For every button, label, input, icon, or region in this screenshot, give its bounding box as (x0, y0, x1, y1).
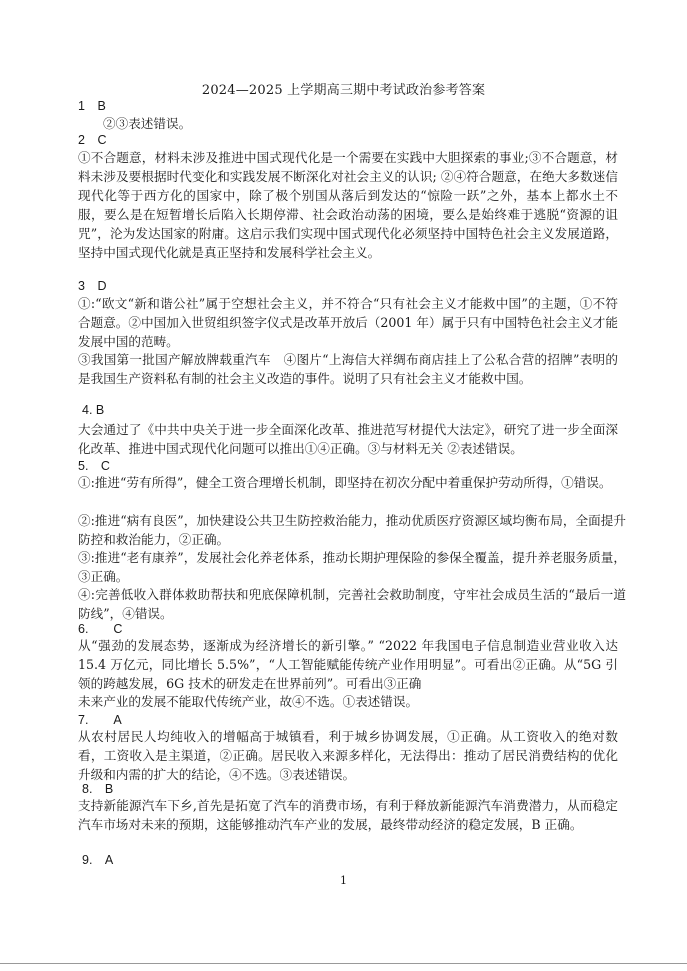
question-1-explanation: ②③表述错误。 (103, 116, 192, 131)
page-title: 2024—2025 上学期高三期中考试政治参考答案 (201, 83, 486, 98)
question-4-explanation: 大会通过了《中共中央关于进一步全面深化改革、推进范写材提代大法定》，研究了进一步全面深化改革、推进中国式现代化问题可以推出①④正确。③与材料无关 ②表述错误。 (78, 422, 618, 456)
question-5-explanation: ①:推进“劳有所得”，健全工资合理增长机制，即坚持在初次分配中着重保护劳动所得，①错误。 (78, 475, 612, 490)
page-number: 1 (340, 874, 347, 887)
question-8-label: 8. B (82, 782, 114, 796)
question-7-explanation: 从农村居民人均纯收入的增幅高于城镇看，利于城乡协调发展，①正确。从工资收入的绝对数看，工资收入是主渠道，②正确。居民收入来源多样化，无法得出：推动了居民消费结构的优化升级和内需的扩大的结论，④不选。③表述错误。 (78, 729, 618, 782)
question-9-label: 9. A (82, 853, 114, 867)
question-4-label: 4. B (82, 403, 105, 417)
question-6-explanation: 从“强劲的发展态势，逐渐成为经济增长的新引擎。” “2022 年我国电子信息制造业营业收入达 15.4 万亿元，同比增长 5.5%”，“人工智能赋能传统产业作用明显”。可看出②正确。从“5G 引领的跨越发展，6G 技术的研发走在世界前列”。可看出③正确 (78, 638, 618, 691)
question-3-explanation: ③我国第一批国产解放牌载重汽车 ④图片“上海信大祥绸布商店挂上了公私合营的招牌”表明的是我国生产资料私有制的社会主义改造的事件。说明了只有社会主义才能救中国。 (78, 352, 618, 386)
question-2-explanation: ①不合题意，材料未涉及推进中国式现代化是一个需要在实践中大胆探索的事业;③不合题意，材料未涉及要根据时代变化和实践发展不断深化对社会主义的认识; ②④符合题意，在绝大多数迷信现代化等于西方化的国家中，除了极个别国从落后到发达的“惊险一跃”之外，基本上都水土不服，要么是在短暂增长后陷入长期停滞、社会政治动荡的困境，要么是始终难于逃脱“资源的诅咒”，沦为发达国家的附庸。这启示我们实现中国式现代化必须坚持中国特色社会主义发展道路，坚持中国式现代化就是真正坚持和发展科学社会主义。 (78, 150, 618, 260)
question-6-label: 6. C (78, 622, 123, 636)
question-6-explanation: 未来产业的发展不能取代传统产业，故④不选。①表述错误。 (78, 694, 419, 709)
question-7-label: 7. A (78, 713, 122, 727)
question-3-explanation: ①:“欧文“新和谐公社”属于空想社会主义，并不符合“只有社会主义才能救中国”的主题，①不符合题意。②中国加入世贸组织签字仪式是改革开放后（2001 年）属于只有中国特色社会主义才能发展中国的范畴。 (78, 296, 618, 349)
question-5-explanation: ④:完善低收入群体救助帮扶和兜底保障机制，完善社会救助制度，守牢社会成员生活的“最后一道防线”，④错误。 (78, 587, 626, 621)
question-8-explanation: 支持新能源汽车下乡,首先是拓宽了汽车的消费市场，有利于释放新能源汽车消费潜力，从而稳定汽车市场对未来的预期，这能够推动汽车产业的发展，最终带动经济的稳定发展，B 正确。 (78, 798, 618, 832)
question-5-label: 5. C (78, 459, 110, 473)
page-edge-divider (0, 963, 687, 964)
question-1-label: 1 B (78, 99, 106, 113)
question-5-explanation: ②:推进“病有良医”，加快建设公共卫生防控救治能力，推动优质医疗资源区域均衡布局，全面提升防控和救治能力，②正确。 (78, 513, 626, 547)
question-5-explanation: ③:推进“老有康养”，发展社会化养老体系，推动长期护理保险的参保全覆盖，提升养老服务质量，③正确。 (78, 550, 626, 584)
question-3-label: 3 D (78, 279, 107, 293)
question-2-label: 2 C (78, 133, 107, 147)
